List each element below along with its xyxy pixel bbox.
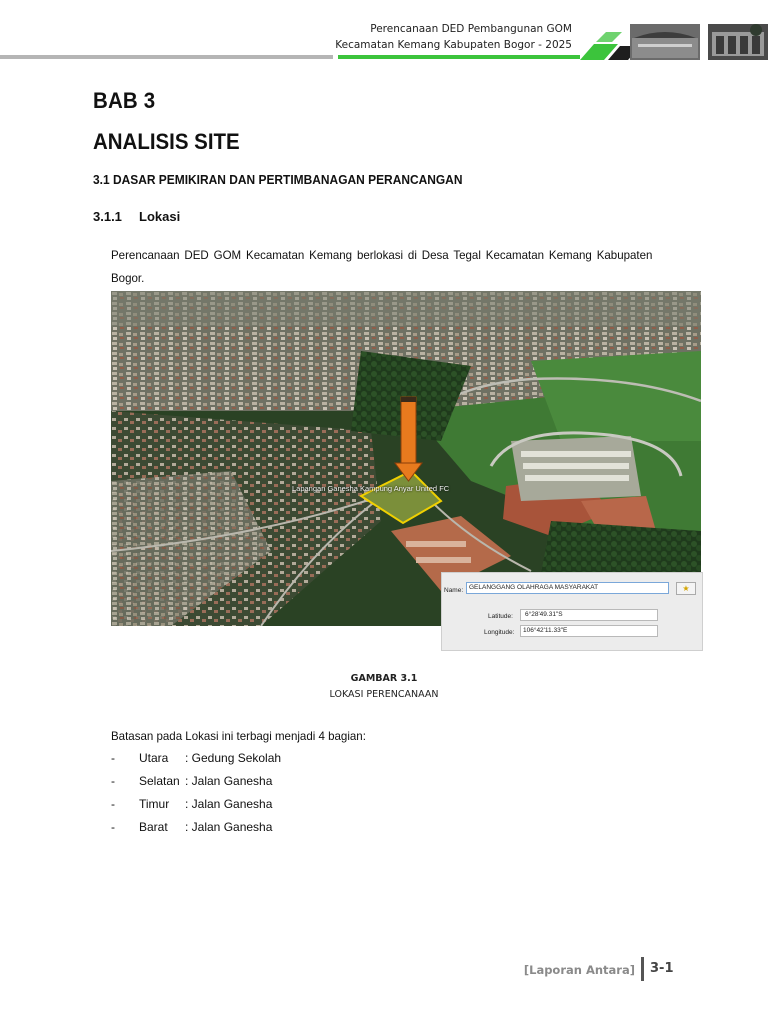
longitude-field[interactable]: 106°42'11.33"E [520, 625, 658, 637]
boundary-value: : Gedung Sekolah [185, 751, 282, 765]
footer-report-label: [Laporan Antara] [523, 963, 635, 977]
list-item [111, 820, 411, 843]
header-green-rule [338, 55, 583, 59]
list-dash: - [111, 797, 115, 811]
header-title-line2: Kecamatan Kemang Kabupaten Bogor - 2025 [335, 39, 572, 51]
boundaries-list [111, 751, 411, 843]
boundary-value: : Jalan Ganesha [185, 797, 273, 811]
latitude-field[interactable]: 6°28'49.31"S [520, 609, 658, 621]
pushpin-icon[interactable]: ★ [676, 582, 696, 595]
subsection-title: Lokasi [139, 209, 181, 224]
latitude-label: Latitude: [488, 613, 513, 620]
header-gray-rule [0, 55, 333, 59]
boundary-direction: Timur [139, 797, 170, 811]
header-building-photo [580, 24, 768, 60]
list-dash: - [111, 774, 115, 788]
figure-number: GAMBAR 3.1 [350, 673, 418, 684]
header-title-line1: Perencanaan DED Pembangunan GOM [370, 23, 572, 35]
name-field[interactable]: GELANGGANG OLAHRAGA MASYARAKAT [466, 582, 669, 594]
name-label: Name: [444, 587, 464, 594]
list-item [111, 751, 411, 774]
page-number: 3-1 [650, 961, 674, 976]
boundary-direction: Selatan [139, 774, 180, 788]
chapter-title: ANALISIS SITE [93, 129, 240, 154]
footer-divider [641, 957, 644, 981]
list-dash: - [111, 820, 115, 834]
section-heading: 3.1 DASAR PEMIKIRAN DAN PERTIMBANAGAN PERANCANGAN [93, 172, 463, 187]
chapter-number: BAB 3 [93, 88, 156, 113]
boundaries-intro: Batasan pada Lokasi ini terbagi menjadi 4 bagian: [111, 729, 366, 743]
boundary-direction: Utara [139, 751, 169, 765]
location-paragraph: Perencanaan DED GOM Kecamatan Kemang berlokasi di Desa Tegal Kecamatan Kemang Kabupaten Bogor. [111, 248, 653, 285]
subsection-number: 3.1.1 [93, 209, 122, 224]
boundary-value: : Jalan Ganesha [185, 774, 273, 788]
list-dash: - [111, 751, 115, 765]
list-item [111, 774, 411, 797]
coordinate-panel [441, 572, 703, 651]
boundary-direction: Barat [139, 820, 168, 834]
list-item [111, 797, 411, 820]
map-place-label: Lapangan Ganesha Kampung Anyar United FC [292, 484, 450, 493]
boundary-value: : Jalan Ganesha [185, 820, 273, 834]
figure-title: LOKASI PERENCANAAN [329, 689, 439, 700]
longitude-label: Longitude: [484, 629, 515, 636]
